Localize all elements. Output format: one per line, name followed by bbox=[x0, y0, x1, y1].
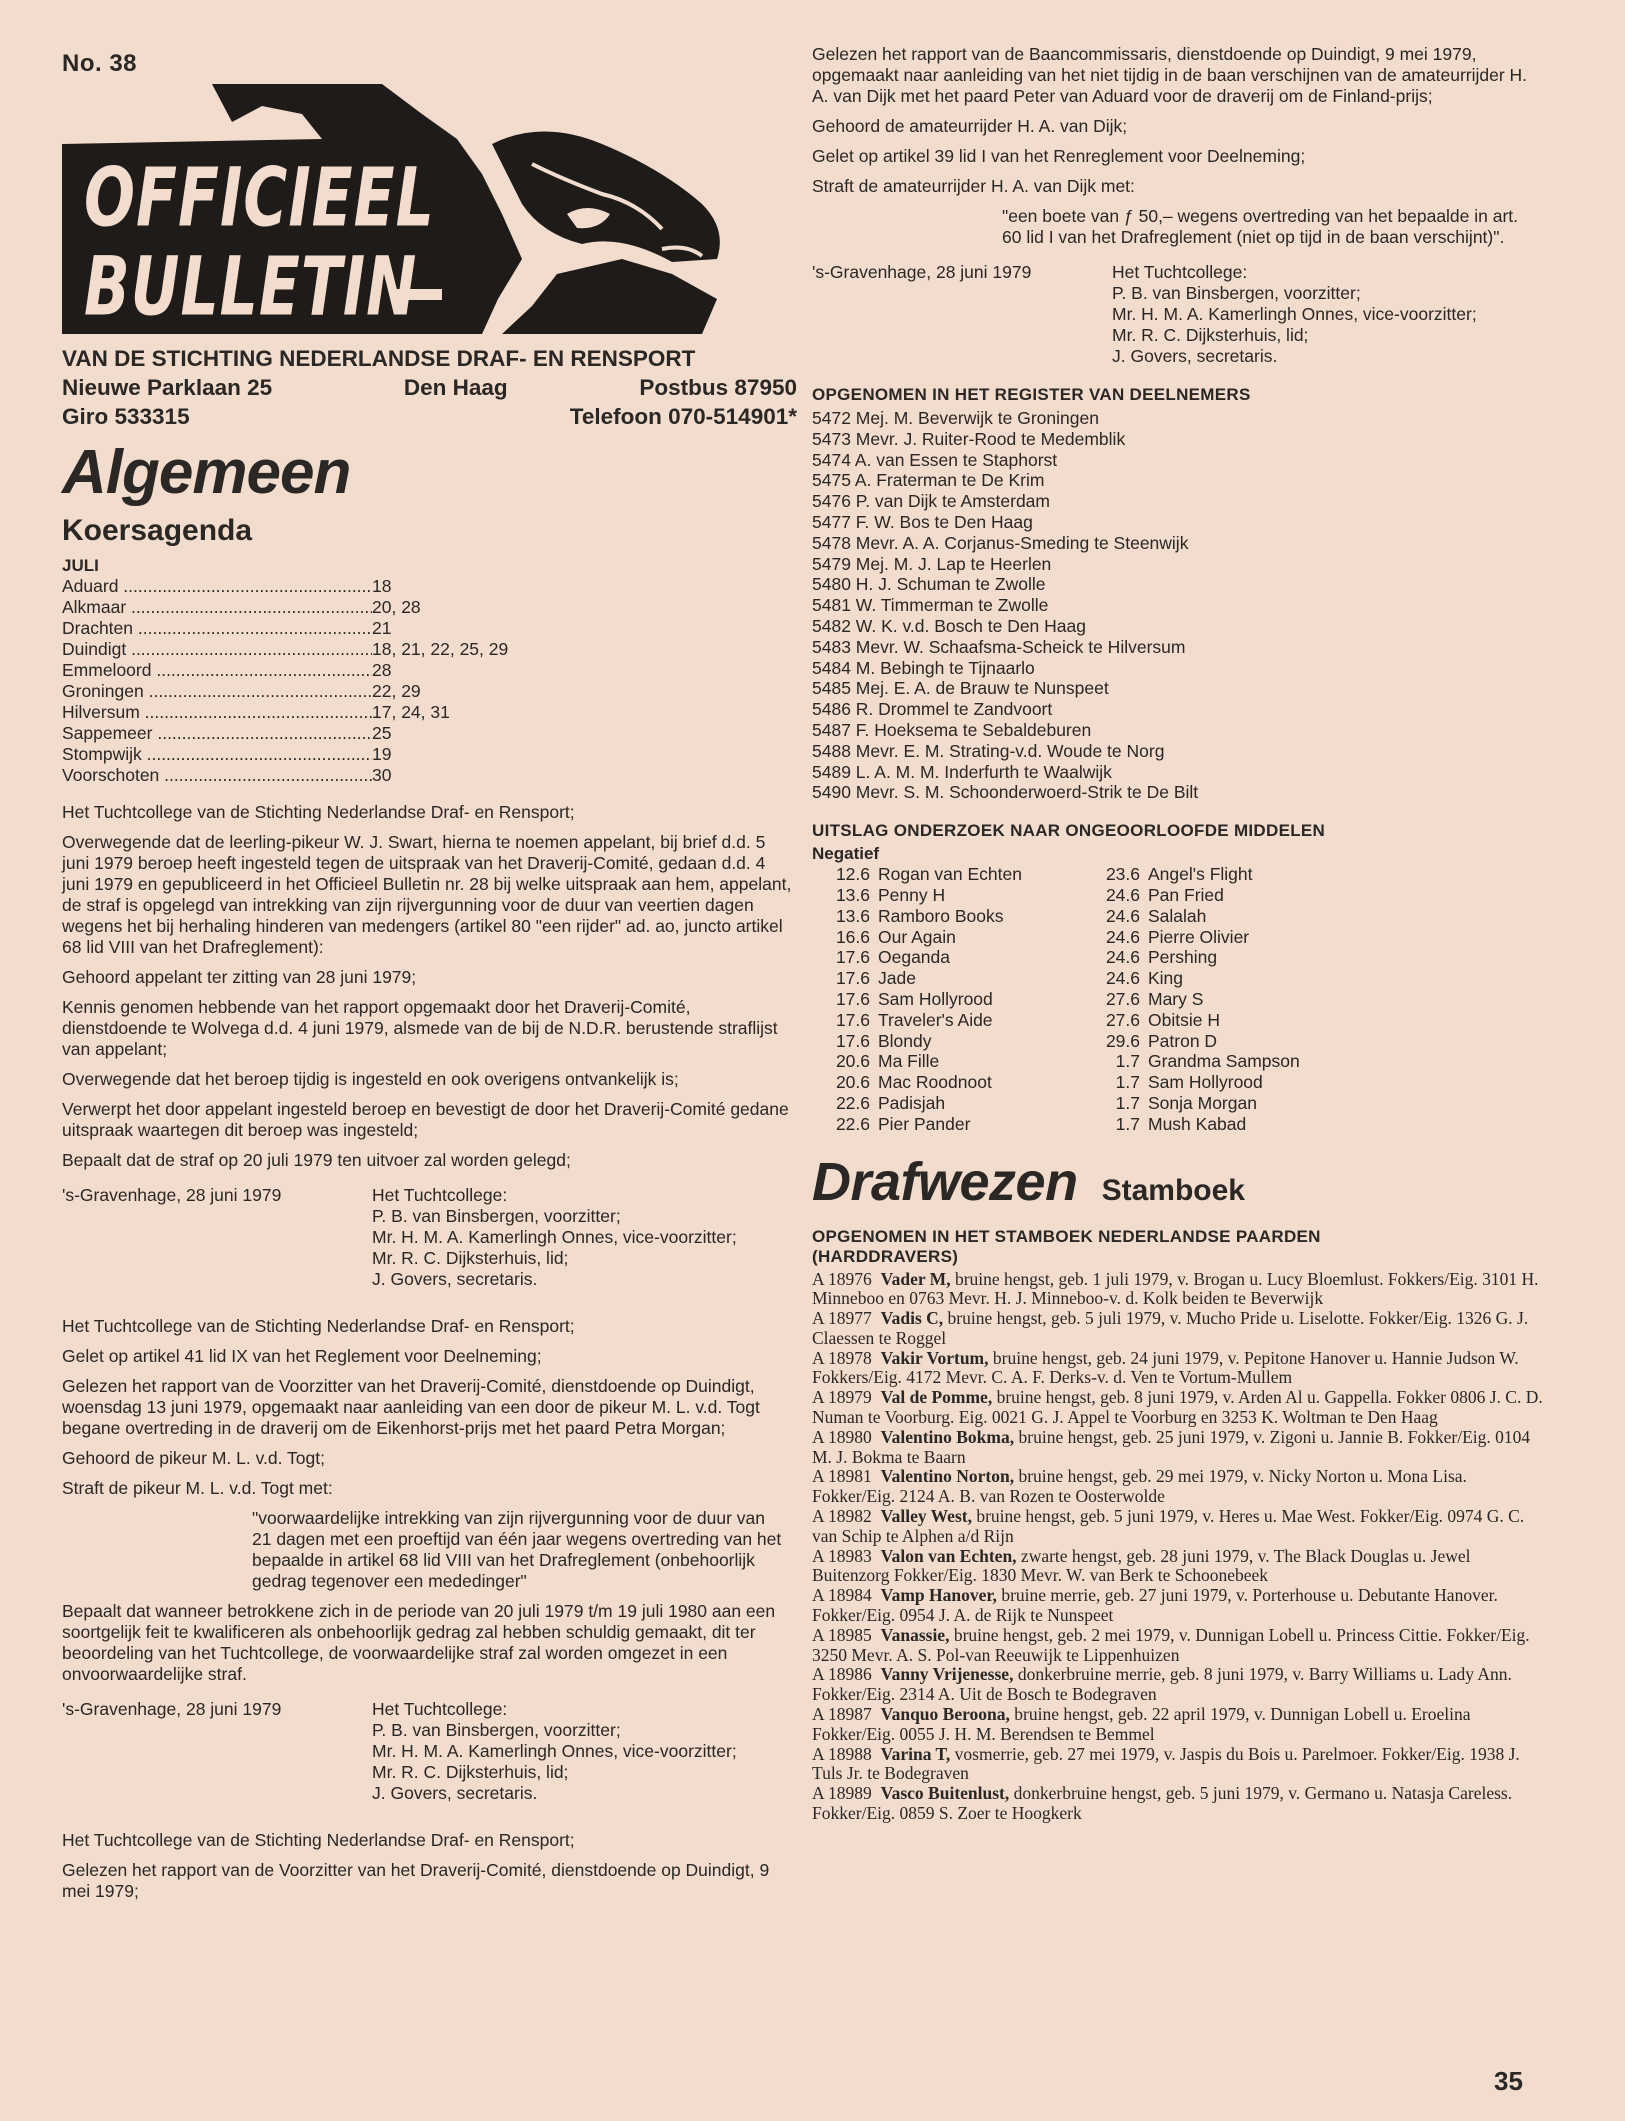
doping-entry bbox=[812, 1114, 1082, 1135]
case-paragraph: Bepaalt dat de straf op 20 juli 1979 ten uitvoer zal worden gelegd; bbox=[62, 1150, 571, 1170]
doping-date: 17.6 bbox=[835, 988, 870, 1009]
doping-horse: Padisjah bbox=[878, 1092, 946, 1113]
doping-entry bbox=[1082, 1051, 1352, 1072]
doping-entry bbox=[812, 1051, 1082, 1072]
register-entry: 5486 R. Drommel te Zandvoort bbox=[812, 699, 1053, 720]
case-van-dijk-continued bbox=[812, 44, 1547, 367]
doping-entry bbox=[1082, 927, 1352, 948]
stamboek-details: zwarte hengst, geb. 28 juni 1979, v. The Black Douglas u. Jewel Buitenzorg Fokker/Eig. 1830 Mevr. W. van Berk te Schoonebeek bbox=[812, 1545, 1471, 1586]
stamboek-horse: Vakir Vortum, bbox=[880, 1347, 989, 1368]
stamboek-number: A 18977 bbox=[812, 1308, 872, 1329]
stamboek-number: A 18987 bbox=[812, 1704, 872, 1725]
register-list bbox=[812, 408, 1547, 803]
stamboek-number: A 18986 bbox=[812, 1664, 872, 1685]
agenda-row bbox=[62, 576, 797, 597]
address-row bbox=[62, 373, 797, 402]
doping-horse: Rogan van Echten bbox=[878, 864, 1022, 885]
stamboek-horse: Valley West, bbox=[880, 1506, 972, 1527]
register-entry: 5481 W. Timmerman te Zwolle bbox=[812, 595, 1049, 616]
signature-block bbox=[812, 262, 1547, 367]
case-swart bbox=[62, 802, 797, 1290]
publisher-name: VAN DE STICHTING NEDERLANDSE DRAF- EN RENSPORT bbox=[62, 346, 696, 371]
agenda-dates: 25 bbox=[372, 723, 392, 743]
register-entry: 5475 A. Fraterman te De Krim bbox=[812, 470, 1045, 491]
agenda-row bbox=[62, 744, 797, 765]
doping-entry bbox=[812, 1031, 1082, 1052]
register-entry: 5473 Mevr. J. Ruiter-Rood te Medemblik bbox=[812, 428, 1126, 449]
doping-date: 22.6 bbox=[835, 1092, 870, 1113]
doping-horse: King bbox=[1148, 968, 1184, 989]
doping-horse: Ma Fille bbox=[878, 1051, 940, 1072]
register-entry: 5472 Mej. M. Beverwijk te Groningen bbox=[812, 408, 1099, 428]
stamboek-entry bbox=[812, 1745, 1547, 1785]
stamboek-number: A 18989 bbox=[812, 1783, 872, 1804]
stamboek-entry bbox=[812, 1388, 1547, 1428]
case-paragraph: Straft de pikeur M. L. v.d. Togt met: bbox=[62, 1478, 333, 1498]
agenda-place: Groningen ..... bbox=[62, 681, 372, 702]
stamboek-horse: Vadis C, bbox=[880, 1308, 944, 1329]
left-column bbox=[62, 50, 797, 1911]
doping-column bbox=[1082, 864, 1352, 1134]
doping-entry bbox=[812, 885, 1082, 906]
doping-heading: UITSLAG ONDERZOEK NAAR ONGEOORLOOFDE MIDDELEN bbox=[812, 821, 1326, 841]
sentence-quote: "voorwaardelijke intrekking van zijn rijvergunning voor de duur van 21 dagen met een proeftijd van één jaar wegens overtreding van het bepaalde in artikel 68 lid VIII van het Drafreglement (onbehoorlijk gedrag tegenover een mededinger" bbox=[252, 1508, 782, 1591]
agenda-row bbox=[62, 723, 797, 744]
doping-date: 17.6 bbox=[835, 1009, 870, 1030]
register-entry: 5484 M. Bebingh te Tijnaarlo bbox=[812, 657, 1035, 678]
stamboek-number: A 18985 bbox=[812, 1624, 872, 1645]
doping-horse: Mac Roodnoot bbox=[878, 1072, 992, 1093]
address: Nieuwe Parklaan 25 bbox=[62, 375, 273, 400]
doping-horse: Mary S bbox=[1148, 988, 1204, 1009]
stamboek-horse: Valentino Bokma, bbox=[880, 1426, 1015, 1447]
register-entry: 5487 F. Hoeksema te Sebaldeburen bbox=[812, 719, 1092, 740]
agenda-place: Voorschoten ..... bbox=[62, 765, 372, 786]
doping-entry bbox=[1082, 885, 1352, 906]
doping-horse: Our Again bbox=[878, 926, 956, 947]
stamboek-horse: Vamp Hanover, bbox=[880, 1585, 997, 1606]
doping-horse: Grandma Sampson bbox=[1148, 1051, 1300, 1072]
stamboek-details: bruine hengst, geb. 2 mei 1979, v. Dunnigan Lobell u. Princess Cittie. Fokker/Eig. 3250 Mevr. A. S. Pol-van Reeuwijk te Lippenhuizen bbox=[812, 1624, 1530, 1665]
case-paragraph: Straft de amateurrijder H. A. van Dijk met: bbox=[812, 176, 1135, 196]
doping-date: 17.6 bbox=[835, 968, 870, 989]
agenda-place: Alkmaar ..... bbox=[62, 597, 372, 618]
doping-date: 20.6 bbox=[835, 1072, 870, 1093]
doping-entry bbox=[1082, 989, 1352, 1010]
stamboek-details: bruine hengst, geb. 29 mei 1979, v. Nicky Norton u. Mona Lisa. Fokker/Eig. 2124 A. B. van Rozen te Oosterwolde bbox=[812, 1466, 1467, 1507]
masthead-title: OFFICIEEL BULLETIN bbox=[84, 151, 435, 334]
doping-entry bbox=[1082, 1114, 1352, 1135]
koersagenda-title: Koersagenda bbox=[62, 514, 253, 547]
case-paragraph: Overwegende dat de leerling-pikeur W. J. Swart, hierna te noemen appelant, bij brief d.d. 5 juni 1979 beroep heeft ingesteld tegen de uitspraak van het Draverij-Comité, gedaan d.d. 4 juni 1979 en gepubliceerd in het Officieel Bulletin nr. 28 bij welke uitspraak aan hem, appelant, de straf is opgelegd van intrekking van zijn rijvergunning voor de duur van veertien dagen wegens het bij herhaling hinderen van medengers (artikel 80 "een rijder" ad. ao, juncto artikel 68 lid VIII van het Drafreglement): bbox=[62, 832, 792, 957]
stamboek-entry bbox=[812, 1507, 1547, 1547]
agenda-row bbox=[62, 702, 797, 723]
doping-date: 1.7 bbox=[1115, 1072, 1140, 1093]
signature-block bbox=[62, 1185, 797, 1290]
sentence-quote: "een boete van ƒ 50,– wegens overtreding van het bepaalde in art. 60 lid I van het Drafreglement (niet op tijd in de baan verschijnt)". bbox=[1002, 206, 1519, 247]
register-entry: 5485 Mej. E. A. de Brauw te Nunspeet bbox=[812, 678, 1109, 699]
postbus: Postbus 87950 bbox=[639, 375, 797, 400]
stamboek-entry bbox=[812, 1665, 1547, 1705]
stamboek-details: donkerbruine hengst, geb. 5 juni 1979, v. Germano u. Natasja Careless. Fokker/Eig. 0859 S. Zoer te Hoogkerk bbox=[812, 1783, 1513, 1824]
agenda-dates: 18 bbox=[372, 576, 392, 596]
stamboek-details: bruine merrie, geb. 27 juni 1979, v. Porterhouse u. Debutante Hanover. Fokker/Eig. 0954 J. A. de Rijk te Nunspeet bbox=[812, 1585, 1498, 1626]
doping-horse: Pier Pander bbox=[878, 1113, 971, 1134]
stamboek-horse: Valentino Norton, bbox=[880, 1466, 1015, 1487]
case-intro: Het Tuchtcollege van de Stichting Nederlandse Draf- en Rensport; bbox=[62, 1830, 575, 1850]
doping-results bbox=[812, 864, 1547, 1134]
doping-horse: Patron D bbox=[1148, 1030, 1218, 1051]
agenda-dates: 22, 29 bbox=[372, 681, 421, 701]
stamboek-number: A 18976 bbox=[812, 1268, 872, 1289]
doping-horse: Blondy bbox=[878, 1030, 932, 1051]
stamboek-details: vosmerrie, geb. 27 mei 1979, v. Jaspis du Bois u. Parelmoer. Fokker/Eig. 1938 J. Tuls Jr. te Bodegraven bbox=[812, 1743, 1520, 1784]
doping-horse: Pershing bbox=[1148, 947, 1218, 968]
stamboek-number: A 18980 bbox=[812, 1426, 872, 1447]
stamboek-horse: Vanassie, bbox=[880, 1624, 950, 1645]
case-paragraph: Gehoord de pikeur M. L. v.d. Togt; bbox=[62, 1448, 325, 1468]
signature-members: Het Tuchtcollege: P. B. van Binsbergen, voorzitter; Mr. H. M. A. Kamerlingh Onnes, vice-voorzitter; Mr. R. C. Dijksterhuis, lid; J. Govers, secretaris. bbox=[372, 1699, 737, 1803]
agenda-month: JULI bbox=[62, 556, 99, 575]
doping-date: 1.7 bbox=[1115, 1092, 1140, 1113]
case-paragraph: Gehoord de amateurrijder H. A. van Dijk; bbox=[812, 116, 1128, 136]
stamboek-entry bbox=[812, 1270, 1547, 1310]
agenda-place: Duindigt ..... bbox=[62, 639, 372, 660]
case-intro: Het Tuchtcollege van de Stichting Nederlandse Draf- en Rensport; bbox=[62, 802, 575, 822]
case-paragraph: Overwegende dat het beroep tijdig is ingesteld en ook overigens ontvankelijk is; bbox=[62, 1069, 679, 1089]
doping-subheading: Negatief bbox=[812, 844, 880, 864]
stamboek-number: A 18979 bbox=[812, 1387, 872, 1408]
register-entry: 5490 Mevr. S. M. Schoonderwoerd-Strik te De Bilt bbox=[812, 782, 1199, 803]
agenda-place: Drachten ..... bbox=[62, 618, 372, 639]
register-entry: 5478 Mevr. A. A. Corjanus-Smeding te Steenwijk bbox=[812, 532, 1189, 553]
signature-block bbox=[62, 1699, 797, 1804]
agenda-dates: 17, 24, 31 bbox=[372, 702, 450, 722]
stamboek-number: A 18978 bbox=[812, 1347, 872, 1368]
stamboek-details: bruine hengst, geb. 8 juni 1979, v. Arden Al u. Gappella. Fokker 0806 J. C. D. Numan te Voorburg. Eig. 0021 G. J. Appel te Voorburg en 3253 K. Woltman te Den Haag bbox=[812, 1387, 1543, 1428]
agenda-dates: 19 bbox=[372, 744, 392, 764]
doping-date: 12.6 bbox=[835, 864, 870, 885]
stamboek-entry bbox=[812, 1784, 1547, 1824]
stamboek-horse: Vader M, bbox=[880, 1268, 951, 1289]
stamboek-heading-sub: (HARDDRAVERS) bbox=[812, 1246, 959, 1266]
stamboek-entry bbox=[812, 1428, 1547, 1468]
stamboek-entry bbox=[812, 1349, 1547, 1389]
doping-date: 29.6 bbox=[1105, 1030, 1140, 1051]
stamboek-entry bbox=[812, 1586, 1547, 1626]
agenda-place: Emmeloord ..... bbox=[62, 660, 372, 681]
stamboek-details: bruine hengst, geb. 5 juni 1979, v. Heres u. Mae West. Fokker/Eig. 0974 G. C. van Schip te Alphen a/d Rijn bbox=[812, 1506, 1525, 1546]
drafwezen-subtitle: Stamboek bbox=[1101, 1173, 1245, 1207]
stamboek-details: bruine hengst, geb. 5 juli 1979, v. Mucho Pride u. Liselotte. Fokker/Eig. 1326 G. J. Claessen te Roggel bbox=[812, 1308, 1529, 1348]
case-togt bbox=[62, 1316, 797, 1804]
agenda-dates: 30 bbox=[372, 765, 392, 785]
signature-place-date: 's-Gravenhage, 28 juni 1979 bbox=[62, 1185, 282, 1205]
stamboek-number: A 18981 bbox=[812, 1466, 872, 1487]
stamboek-number: A 18983 bbox=[812, 1545, 872, 1566]
register-entry: 5474 A. van Essen te Staphorst bbox=[812, 449, 1058, 470]
drafwezen-header bbox=[812, 1151, 1547, 1213]
doping-date: 27.6 bbox=[1105, 1009, 1140, 1030]
doping-horse: Jade bbox=[878, 968, 916, 989]
giro: Giro 533315 bbox=[62, 404, 190, 429]
register-entry: 5488 Mevr. E. M. Strating-v.d. Woude te Norg bbox=[812, 740, 1165, 761]
doping-horse: Oeganda bbox=[878, 947, 951, 968]
doping-entry bbox=[1082, 1072, 1352, 1093]
doping-date: 24.6 bbox=[1105, 968, 1140, 989]
right-column bbox=[812, 44, 1547, 1824]
doping-entry bbox=[1082, 947, 1352, 968]
stamboek-number: A 18988 bbox=[812, 1743, 872, 1764]
case-paragraph: Kennis genomen hebbende van het rapport opgemaakt door het Draverij-Comité, dienstdoende te Wolvega d.d. 4 juni 1979, alsmede van de bij de N.D.R. berustende straflijst van appelant; bbox=[62, 997, 778, 1059]
doping-horse: Pierre Olivier bbox=[1148, 926, 1250, 947]
issue-number: No. 38 bbox=[62, 50, 138, 77]
doping-date: 13.6 bbox=[835, 905, 870, 926]
telefoon: Telefoon 070-514901* bbox=[569, 404, 797, 429]
stamboek-details: bruine hengst, geb. 1 juli 1979, v. Brogan u. Lucy Bloemlust. Fokkers/Eig. 3101 H. Minneboo en 0763 Mevr. H. J. Minneboo-v. d. Kolk beiden te Beverwijk bbox=[812, 1268, 1539, 1309]
agenda-row bbox=[62, 660, 797, 681]
stamboek-horse: Varina T, bbox=[880, 1743, 951, 1764]
doping-date: 27.6 bbox=[1105, 988, 1140, 1009]
case-paragraph: Verwerpt het door appelant ingesteld beroep en bevestigt de door het Draverij-Comité gedane uitspraak waartegen dit beroep was ingesteld; bbox=[62, 1099, 789, 1140]
agenda-dates: 18, 21, 22, 25, 29 bbox=[372, 639, 509, 659]
doping-entry bbox=[1082, 1031, 1352, 1052]
stamboek-number: A 18982 bbox=[812, 1506, 872, 1527]
agenda-place: Hilversum ..... bbox=[62, 702, 372, 723]
doping-horse: Angel's Flight bbox=[1148, 864, 1253, 885]
doping-entry bbox=[812, 1093, 1082, 1114]
stamboek-horse: Vasco Buitenlust, bbox=[880, 1783, 1010, 1804]
doping-date: 24.6 bbox=[1105, 947, 1140, 968]
doping-horse: Salalah bbox=[1148, 905, 1207, 926]
agenda-dates: 21 bbox=[372, 618, 392, 638]
doping-entry bbox=[812, 947, 1082, 968]
case-paragraph: Gelezen het rapport van de Voorzitter van het Draverij-Comité, dienstdoende op Duindigt, 9 mei 1979; bbox=[62, 1860, 770, 1901]
doping-date: 23.6 bbox=[1105, 864, 1140, 885]
doping-date: 1.7 bbox=[1115, 1051, 1140, 1072]
publisher-block bbox=[62, 344, 797, 431]
doping-entry bbox=[812, 1010, 1082, 1031]
masthead-logo bbox=[62, 84, 777, 334]
agenda-place: Stompwijk ..... bbox=[62, 744, 372, 765]
stamboek-list bbox=[812, 1270, 1547, 1824]
stamboek-number: A 18984 bbox=[812, 1585, 872, 1606]
doping-horse: Sam Hollyrood bbox=[1148, 1072, 1263, 1093]
doping-entry bbox=[1082, 968, 1352, 989]
stamboek-heading: OPGENOMEN IN HET STAMBOEK NEDERLANDSE PAARDEN bbox=[812, 1226, 1321, 1246]
doping-entry bbox=[1082, 1010, 1352, 1031]
doping-date: 22.6 bbox=[835, 1113, 870, 1134]
doping-column bbox=[812, 864, 1082, 1134]
register-entry: 5477 F. W. Bos te Den Haag bbox=[812, 511, 1033, 532]
signature-members: Het Tuchtcollege: P. B. van Binsbergen, voorzitter; Mr. H. M. A. Kamerlingh Onnes, vice-voorzitter; Mr. R. C. Dijksterhuis, lid; J. Govers, secretaris. bbox=[372, 1185, 737, 1289]
stamboek-horse: Vanquo Beroona, bbox=[880, 1704, 1010, 1725]
doping-date: 17.6 bbox=[835, 947, 870, 968]
stamboek-entry bbox=[812, 1467, 1547, 1507]
doping-date: 17.6 bbox=[835, 1030, 870, 1051]
doping-entry bbox=[812, 989, 1082, 1010]
stamboek-entry bbox=[812, 1309, 1547, 1349]
doping-entry bbox=[812, 1072, 1082, 1093]
doping-date: 24.6 bbox=[1105, 884, 1140, 905]
agenda-row bbox=[62, 681, 797, 702]
doping-horse: Traveler's Aide bbox=[878, 1009, 993, 1030]
stamboek-horse: Valon van Echten, bbox=[880, 1545, 1017, 1566]
section-title-algemeen: Algemeen bbox=[62, 438, 351, 507]
doping-entry bbox=[812, 927, 1082, 948]
case-intro: Het Tuchtcollege van de Stichting Nederlandse Draf- en Rensport; bbox=[62, 1316, 575, 1336]
stamboek-entry bbox=[812, 1705, 1547, 1745]
agenda-row bbox=[62, 639, 797, 660]
stamboek-entry bbox=[812, 1547, 1547, 1587]
case-paragraph: Gelezen het rapport van de Voorzitter van het Draverij-Comité, dienstdoende op Duindigt, woensdag 13 juni 1979, opgemaakt naar aanleiding van een door de pikeur M. L. v.d. Togt begane overtreding in de draverij om de Eikenhorst-prijs met het paard Petra Morgan; bbox=[62, 1376, 760, 1438]
section-title-drafwezen: Drafwezen bbox=[812, 1151, 1078, 1212]
doping-date: 24.6 bbox=[1105, 905, 1140, 926]
stamboek-details: bruine hengst, geb. 22 april 1979, v. Dunnigan Lobell u. Eroelina Fokker/Eig. 0055 J. H. M. Berendsen te Bemmel bbox=[812, 1704, 1471, 1744]
stamboek-details: donkerbruine merrie, geb. 8 juni 1979, v. Barry Williams u. Lady Ann. Fokker/Eig. 2314 A. Uit de Bosch te Bodegraven bbox=[812, 1664, 1512, 1705]
doping-date: 16.6 bbox=[835, 926, 870, 947]
case-paragraph: Gelet op artikel 41 lid IX van het Reglement voor Deelneming; bbox=[62, 1346, 542, 1366]
page-number: 35 bbox=[1494, 2066, 1523, 2096]
case-paragraph: Gehoord appelant ter zitting van 28 juni 1979; bbox=[62, 967, 417, 987]
doping-date: 20.6 bbox=[835, 1051, 870, 1072]
agenda-dates: 28 bbox=[372, 660, 392, 680]
doping-horse: Pan Fried bbox=[1148, 884, 1224, 905]
stamboek-entry bbox=[812, 1626, 1547, 1666]
case-van-dijk-start bbox=[62, 1830, 797, 1902]
signature-place-date: 's-Gravenhage, 28 juni 1979 bbox=[812, 262, 1032, 282]
agenda-place: Aduard ..... bbox=[62, 576, 372, 597]
register-entry: 5476 P. van Dijk te Amsterdam bbox=[812, 491, 1050, 512]
doping-entry bbox=[812, 864, 1082, 885]
doping-horse: Mush Kabad bbox=[1148, 1113, 1247, 1134]
register-entry: 5480 H. J. Schuman te Zwolle bbox=[812, 574, 1046, 595]
doping-date: 24.6 bbox=[1105, 926, 1140, 947]
register-entry: 5489 L. A. M. M. Inderfurth te Waalwijk bbox=[812, 761, 1112, 782]
case-paragraph: Gelezen het rapport van de Baancommissaris, dienstdoende op Duindigt, 9 mei 1979, opgemaakt naar aanleiding van het niet tijdig in de baan verschijnen van de amateurrijder H. A. van Dijk met het paard Peter van Aduard voor de draverij om de Finland-prijs; bbox=[812, 44, 1528, 106]
agenda-row bbox=[62, 597, 797, 618]
signature-members: Het Tuchtcollege: P. B. van Binsbergen, voorzitter; Mr. H. M. A. Kamerlingh Onnes, vice-voorzitter; Mr. R. C. Dijksterhuis, lid; J. Govers, secretaris. bbox=[1112, 262, 1477, 366]
agenda-row bbox=[62, 765, 797, 786]
register-entry: 5479 Mej. M. J. Lap te Heerlen bbox=[812, 553, 1052, 574]
doping-date: 13.6 bbox=[835, 884, 870, 905]
doping-entry bbox=[1082, 864, 1352, 885]
case-paragraph: Bepaalt dat wanneer betrokkene zich in de periode van 20 juli 1979 t/m 19 juli 1980 aan een soortgelijk feit te kwalificeren als onbehoorlijk gedrag zal hebben schuldig gemaakt, dit ter beoordeling van het Tuchtcollege, de voorwaardelijke straf zal worden omgezet in een onvoorwaardelijke straf. bbox=[62, 1601, 776, 1684]
doping-entry bbox=[1082, 906, 1352, 927]
signature-place-date: 's-Gravenhage, 28 juni 1979 bbox=[62, 1699, 282, 1719]
doping-entry bbox=[1082, 1093, 1352, 1114]
contact-row bbox=[62, 402, 797, 431]
register-entry: 5483 Mevr. W. Schaafsma-Scheick te Hilversum bbox=[812, 636, 1186, 657]
stamboek-horse: Val de Pomme, bbox=[880, 1387, 993, 1408]
agenda-row bbox=[62, 618, 797, 639]
doping-date: 1.7 bbox=[1115, 1113, 1140, 1134]
doping-horse: Sonja Morgan bbox=[1148, 1092, 1257, 1113]
agenda-place: Sappemeer ..... bbox=[62, 723, 372, 744]
stamboek-horse: Vanny Vrijenesse, bbox=[880, 1664, 1014, 1685]
doping-entry bbox=[812, 906, 1082, 927]
stamboek-details: bruine hengst, geb. 25 juni 1979, v. Zigoni u. Jannie B. Fokker/Eig. 0104 M. J. Bokma te Baarn bbox=[812, 1426, 1531, 1467]
case-paragraph: Gelet op artikel 39 lid I van het Renreglement voor Deelneming; bbox=[812, 146, 1306, 166]
koersagenda-list bbox=[62, 576, 797, 786]
doping-entry bbox=[812, 968, 1082, 989]
doping-horse: Penny H bbox=[878, 884, 946, 905]
stamboek-details: bruine hengst, geb. 24 juni 1979, v. Pepitone Hanover u. Hannie Judson W. Fokkers/Eig. 4172 Mevr. C. A. F. Derks-v. d. Ven te Vortum-Mullem bbox=[812, 1347, 1519, 1388]
register-entry: 5482 W. K. v.d. Bosch te Den Haag bbox=[812, 615, 1086, 636]
agenda-dates: 20, 28 bbox=[372, 597, 421, 617]
doping-horse: Ramboro Books bbox=[878, 905, 1004, 926]
doping-horse: Obitsie H bbox=[1148, 1009, 1220, 1030]
doping-horse: Sam Hollyrood bbox=[878, 988, 993, 1009]
register-heading: OPGENOMEN IN HET REGISTER VAN DEELNEMERS bbox=[812, 385, 1251, 404]
city: Den Haag bbox=[403, 375, 508, 400]
